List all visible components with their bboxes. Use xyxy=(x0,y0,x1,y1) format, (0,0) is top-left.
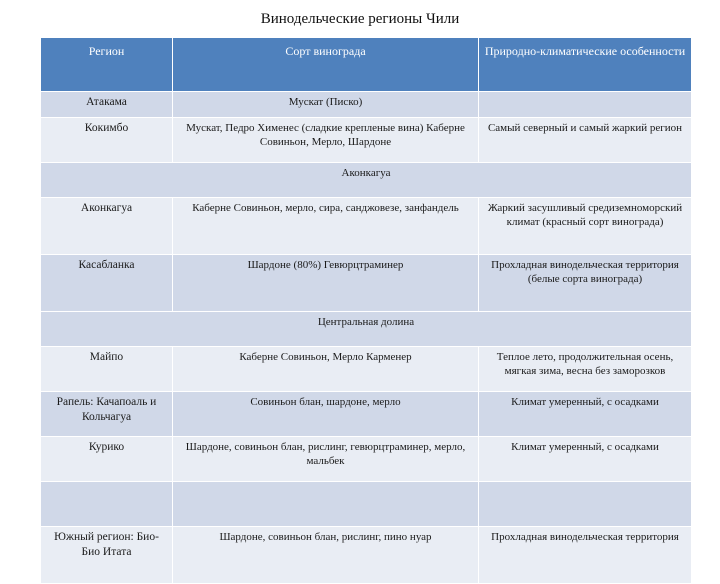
table-row xyxy=(41,527,692,584)
grape-cell: Мускат, Педро Хименес (сладкие крепленые вина) Каберне Совиньон, Мерло, Шардоне xyxy=(173,118,479,163)
header-row xyxy=(41,38,692,92)
section-row xyxy=(41,163,692,198)
region-cell: Касабланка xyxy=(41,255,173,312)
empty-cell xyxy=(479,482,692,527)
climate-cell: Жаркий засушливый средиземноморский климат (красный сорт винограда) xyxy=(479,198,692,255)
climate-cell: Климат умеренный, с осадками xyxy=(479,437,692,482)
section-title: Аконкагуа xyxy=(41,163,692,198)
region-cell: Майпо xyxy=(41,347,173,392)
climate-cell: Теплое лето, продолжительная осень, мягкая зима, весна без заморозков xyxy=(479,347,692,392)
region-cell: Курико xyxy=(41,437,173,482)
header-region: Регион xyxy=(41,38,173,92)
climate-cell xyxy=(479,92,692,118)
empty-cell xyxy=(173,482,479,527)
climate-cell: Прохладная винодельческая территория xyxy=(479,527,692,584)
section-title: Центральная долина xyxy=(41,312,692,347)
region-cell: Атакама xyxy=(41,92,173,118)
region-cell: Кокимбо xyxy=(41,118,173,163)
grape-cell: Шардоне (80%) Гевюрцтраминер xyxy=(173,255,479,312)
grape-cell: Совиньон блан, шардоне, мерло xyxy=(173,392,479,437)
header-grape: Сорт винограда xyxy=(173,38,479,92)
table-row xyxy=(41,347,692,392)
table-row xyxy=(41,118,692,163)
grape-cell: Каберне Совиньон, мерло, сира, санджовезе, занфандель xyxy=(173,198,479,255)
table-row xyxy=(41,255,692,312)
empty-row xyxy=(41,482,692,527)
header-climate: Природно-климатические особенности xyxy=(479,38,692,92)
table-row xyxy=(41,437,692,482)
grape-cell: Шардоне, совиньон блан, рислинг, пино нуар xyxy=(173,527,479,584)
grape-cell: Каберне Совиньон, Мерло Карменер xyxy=(173,347,479,392)
climate-cell: Самый северный и самый жаркий регион xyxy=(479,118,692,163)
empty-cell xyxy=(41,482,173,527)
table-row xyxy=(41,198,692,255)
grape-cell: Мускат (Писко) xyxy=(173,92,479,118)
page-title: Винодельческие регионы Чили xyxy=(260,11,460,27)
section-row xyxy=(41,312,692,347)
region-cell: Рапель: Качапоаль и Кольчагуа xyxy=(41,392,173,437)
grape-cell: Шардоне, совиньон блан, рислинг, гевюрцтраминер, мерло, мальбек xyxy=(173,437,479,482)
table-row xyxy=(41,392,692,437)
wine-regions-table xyxy=(40,37,692,584)
region-cell: Южный регион: Био-Био Итата xyxy=(41,527,173,584)
climate-cell: Климат умеренный, с осадками xyxy=(479,392,692,437)
climate-cell: Прохладная винодельческая территория (белые сорта винограда) xyxy=(479,255,692,312)
table-row xyxy=(41,92,692,118)
region-cell: Аконкагуа xyxy=(41,198,173,255)
